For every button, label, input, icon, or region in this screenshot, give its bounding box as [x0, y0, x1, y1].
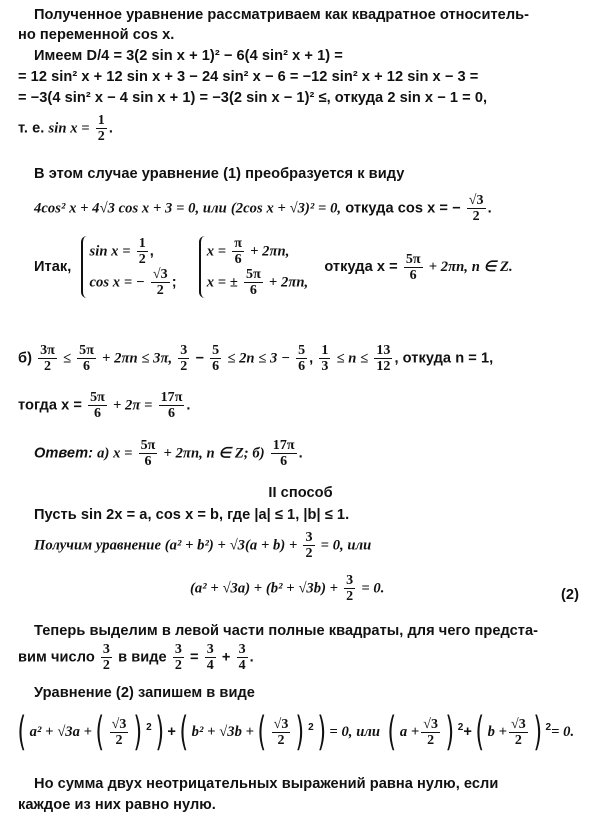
text-line: В этом случае уравнение (1) преобразуется к виду: [34, 166, 405, 182]
text-line: Пусть sin 2x = a, cos x = b, где |a| ≤ 1, |b| ≤ 1.: [34, 507, 350, 523]
equation-line: (a² + √3a) + (b² + √3b) + $\frac{3}{2}$ = 0.: [190, 573, 385, 604]
equation-line: тогда x = $\frac{5\pi}{6}$ + 2π = $\frac{17\pi}{6}$ .: [18, 390, 191, 421]
text-line: Теперь выделим в левой части полные квадраты, для чего предста-: [34, 623, 539, 639]
equation-number: (2): [561, 587, 579, 603]
equation-line: Получим уравнение (a² + b²) + √3(a + b) + $\frac{3}{2}$ = 0, или: [34, 530, 372, 561]
text-line: вим число $\frac{3}{2}$ в виде $\frac{3}{2}$ = $\frac{3}{4}$ + $\frac{3}{4}$ .: [18, 642, 254, 673]
equation-line: б) $\frac{3\pi}{2}$ ≤ $\frac{5\pi}{6}$ + 2πn ≤ 3π, $\frac{3}{2}$ − $\frac{5}{6}$ ≤ 2n ≤ 3 − $\frac{5}{6}$ , $\frac{1}{3}$ ≤ n ≤ $\frac{13}{12}$ , откуда n = 1,: [18, 343, 494, 374]
answer-line: Ответ: а) x = $\frac{5\pi}{6}$ + 2πn, n ∈ Z; б) $\frac{17\pi}{6}$ .: [34, 438, 303, 469]
text-line: Имеем D/4 = 3(2 sin x + 1)² − 6(4 sin² x + 1) =: [34, 48, 343, 64]
text-line: Полученное уравнение рассматриваем как квадратное относитель-: [34, 7, 530, 23]
system-line: Итак, sin x = $\frac{1}{2}$ , cos x = − $\frac{√3}{2}$ ; x = $\frac{\pi}{6}$ + 2πn, x = ± $\frac{5\pi}{6}$ + 2πn, откуда x = $\frac{5\pi}{6}$ + 2πn, n ∈ Z.: [34, 236, 513, 298]
equation-system: x = $\frac{\pi}{6}$ + 2πn, x = ± $\frac{5\pi}{6}$ + 2πn,: [199, 236, 314, 298]
fraction: $\frac{1}{2}$: [97, 113, 105, 144]
text-line: = −3(4 sin² x − 4 sin x + 1) = −3(2 sin x − 1)² ≤, откуда 2 sin x − 1 = 0,: [18, 90, 488, 106]
fraction: $\frac{√3}{2}$: [468, 193, 484, 224]
equation-line: 4cos² x + 4√3 cos x + 3 = 0, или (2cos x + √3)² = 0, откуда cos x = − $\frac{√3}{2}$ .: [34, 193, 492, 224]
equation-line: ( a² + √3a +( $\frac{√3}{2}$ ) $^2$) +( b² + √3b +( $\frac{√3}{2}$ ) $^2$) = 0, или ( a + $\frac{√3}{2}$ ) $^2$+( b + $\frac{√3}{2}$ ) $^2$= 0.: [17, 709, 575, 755]
text-line: т. е. sin x = $\frac{1}{2}$ .: [18, 113, 113, 144]
text-line: Но сумма двух неотрицательных выражений равна нулю, если: [34, 776, 499, 792]
equation-system: sin x = $\frac{1}{2}$ , cos x = − $\frac{√3}{2}$ ;: [81, 236, 182, 298]
text-line: = 12 sin² x + 12 sin x + 3 − 24 sin² x − 6 = −12 sin² x + 12 sin x − 3 =: [18, 69, 479, 85]
section-title: II способ: [268, 485, 333, 501]
text-line: Уравнение (2) запишем в виде: [34, 685, 255, 701]
text-line: каждое из них равно нулю.: [18, 797, 216, 813]
text-line: но переменной cos x.: [18, 27, 175, 43]
